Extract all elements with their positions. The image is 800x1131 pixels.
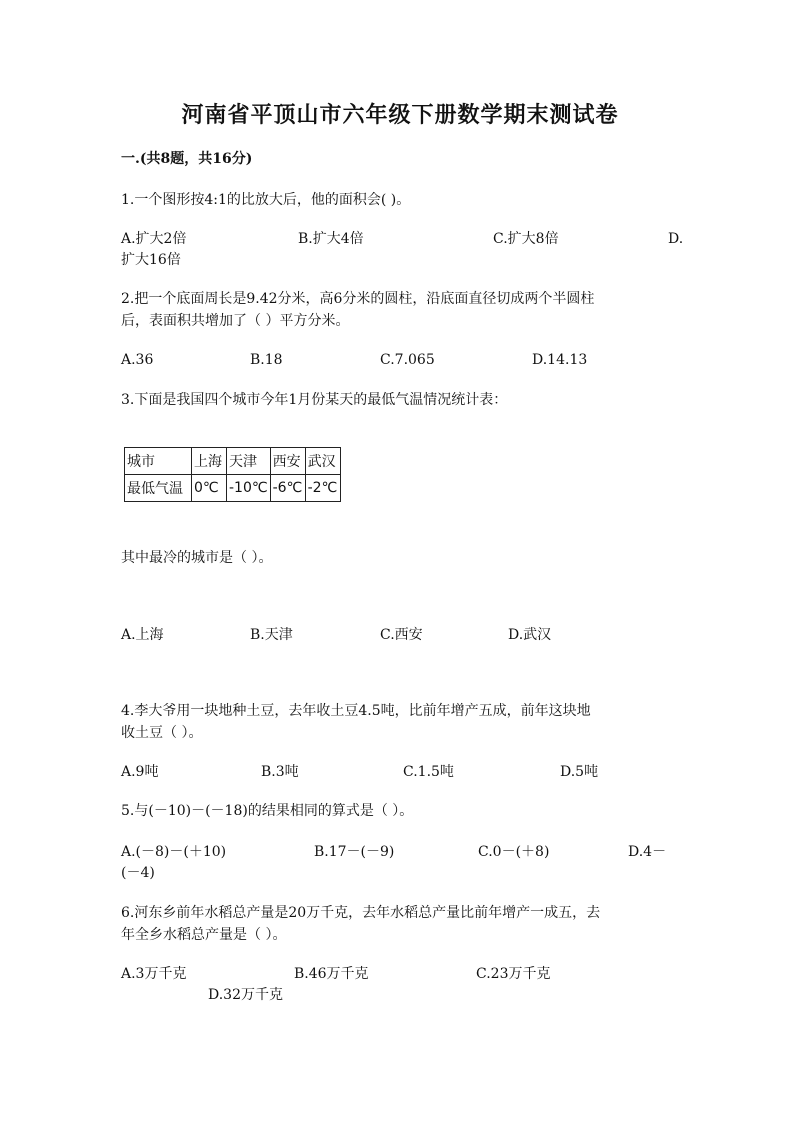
table-cell: -2℃ — [305, 475, 340, 502]
table-cell: 0℃ — [192, 475, 227, 502]
q2-option-d: D.14.13 — [532, 352, 588, 368]
table-cell: -6℃ — [270, 475, 305, 502]
q5-option-d-cont: (－4) — [121, 865, 155, 881]
q4-option-b: B.3吨 — [261, 764, 299, 780]
question-4-text: 4.李大爷用一块地种土豆，去年收土豆4.5吨，比前年增产五成，前年这块地 — [121, 703, 591, 719]
question-6-text: 6.河东乡前年水稻总产量是20万千克，去年水稻总产量比前年增产一成五，去 — [121, 905, 601, 921]
q6-option-a: A.3万千克 — [121, 966, 187, 982]
table-cell: 武汉 — [305, 448, 340, 475]
table-cell: 天津 — [227, 448, 271, 475]
question-2-text: 2.把一个底面周长是9.42分米，高6分米的圆柱，沿底面直径切成两个半圆柱 — [121, 291, 595, 307]
table-cell: 上海 — [192, 448, 227, 475]
q1-option-d-cont: 扩大16倍 — [121, 252, 181, 268]
question-2-text-cont: 后，表面积共增加了（ ）平方分米。 — [121, 313, 350, 329]
question-6-text-cont: 年全乡水稻总产量是（ ）。 — [121, 927, 287, 943]
q6-option-d: D.32万千克 — [208, 987, 283, 1003]
q1-option-b: B.扩大4倍 — [298, 231, 364, 247]
q3-option-b: B.天津 — [250, 627, 293, 643]
question-4-text-cont: 收土豆（ ）。 — [121, 725, 203, 741]
table-cell: -10℃ — [227, 475, 271, 502]
table-row — [125, 448, 341, 475]
q5-option-b: B.17－(－9) — [314, 844, 395, 860]
question-1-text: 1.一个图形按4:1的比放大后，他的面积会( )。 — [121, 192, 411, 208]
temperature-table — [124, 447, 341, 502]
section-heading: 一.(共8题，共16分) — [121, 151, 253, 167]
table-cell: 城市 — [125, 448, 192, 475]
q5-option-c: C.0－(＋8) — [478, 844, 550, 860]
page-title: 河南省平顶山市六年级下册数学期末测试卷 — [181, 102, 619, 128]
q1-option-a: A.扩大2倍 — [121, 231, 187, 247]
q1-option-d: D. — [668, 231, 684, 247]
table-cell: 最低气温 — [125, 475, 192, 502]
q5-option-d: D.4－ — [628, 844, 667, 860]
q2-option-a: A.36 — [121, 352, 154, 368]
q1-option-c: C.扩大8倍 — [493, 231, 559, 247]
question-3-prompt: 其中最冷的城市是（ ）。 — [121, 550, 273, 566]
q4-option-a: A.9吨 — [121, 764, 159, 780]
question-5-text: 5.与(－10)－(－18)的结果相同的算式是（ ）。 — [121, 803, 414, 819]
q2-option-c: C.7.065 — [380, 352, 435, 368]
q6-option-b: B.46万千克 — [294, 966, 369, 982]
table-cell: 西安 — [270, 448, 305, 475]
q4-option-d: D.5吨 — [560, 764, 599, 780]
q6-option-c: C.23万千克 — [476, 966, 551, 982]
q3-option-a: A.上海 — [121, 627, 164, 643]
q5-option-a: A.(－8)－(＋10) — [121, 844, 227, 860]
question-3-text: 3.下面是我国四个城市今年1月份某天的最低气温情况统计表： — [121, 392, 508, 408]
q4-option-c: C.1.5吨 — [403, 764, 454, 780]
q3-option-c: C.西安 — [380, 627, 423, 643]
table-row — [125, 475, 341, 502]
q2-option-b: B.18 — [250, 352, 283, 368]
q3-option-d: D.武汉 — [508, 627, 552, 643]
